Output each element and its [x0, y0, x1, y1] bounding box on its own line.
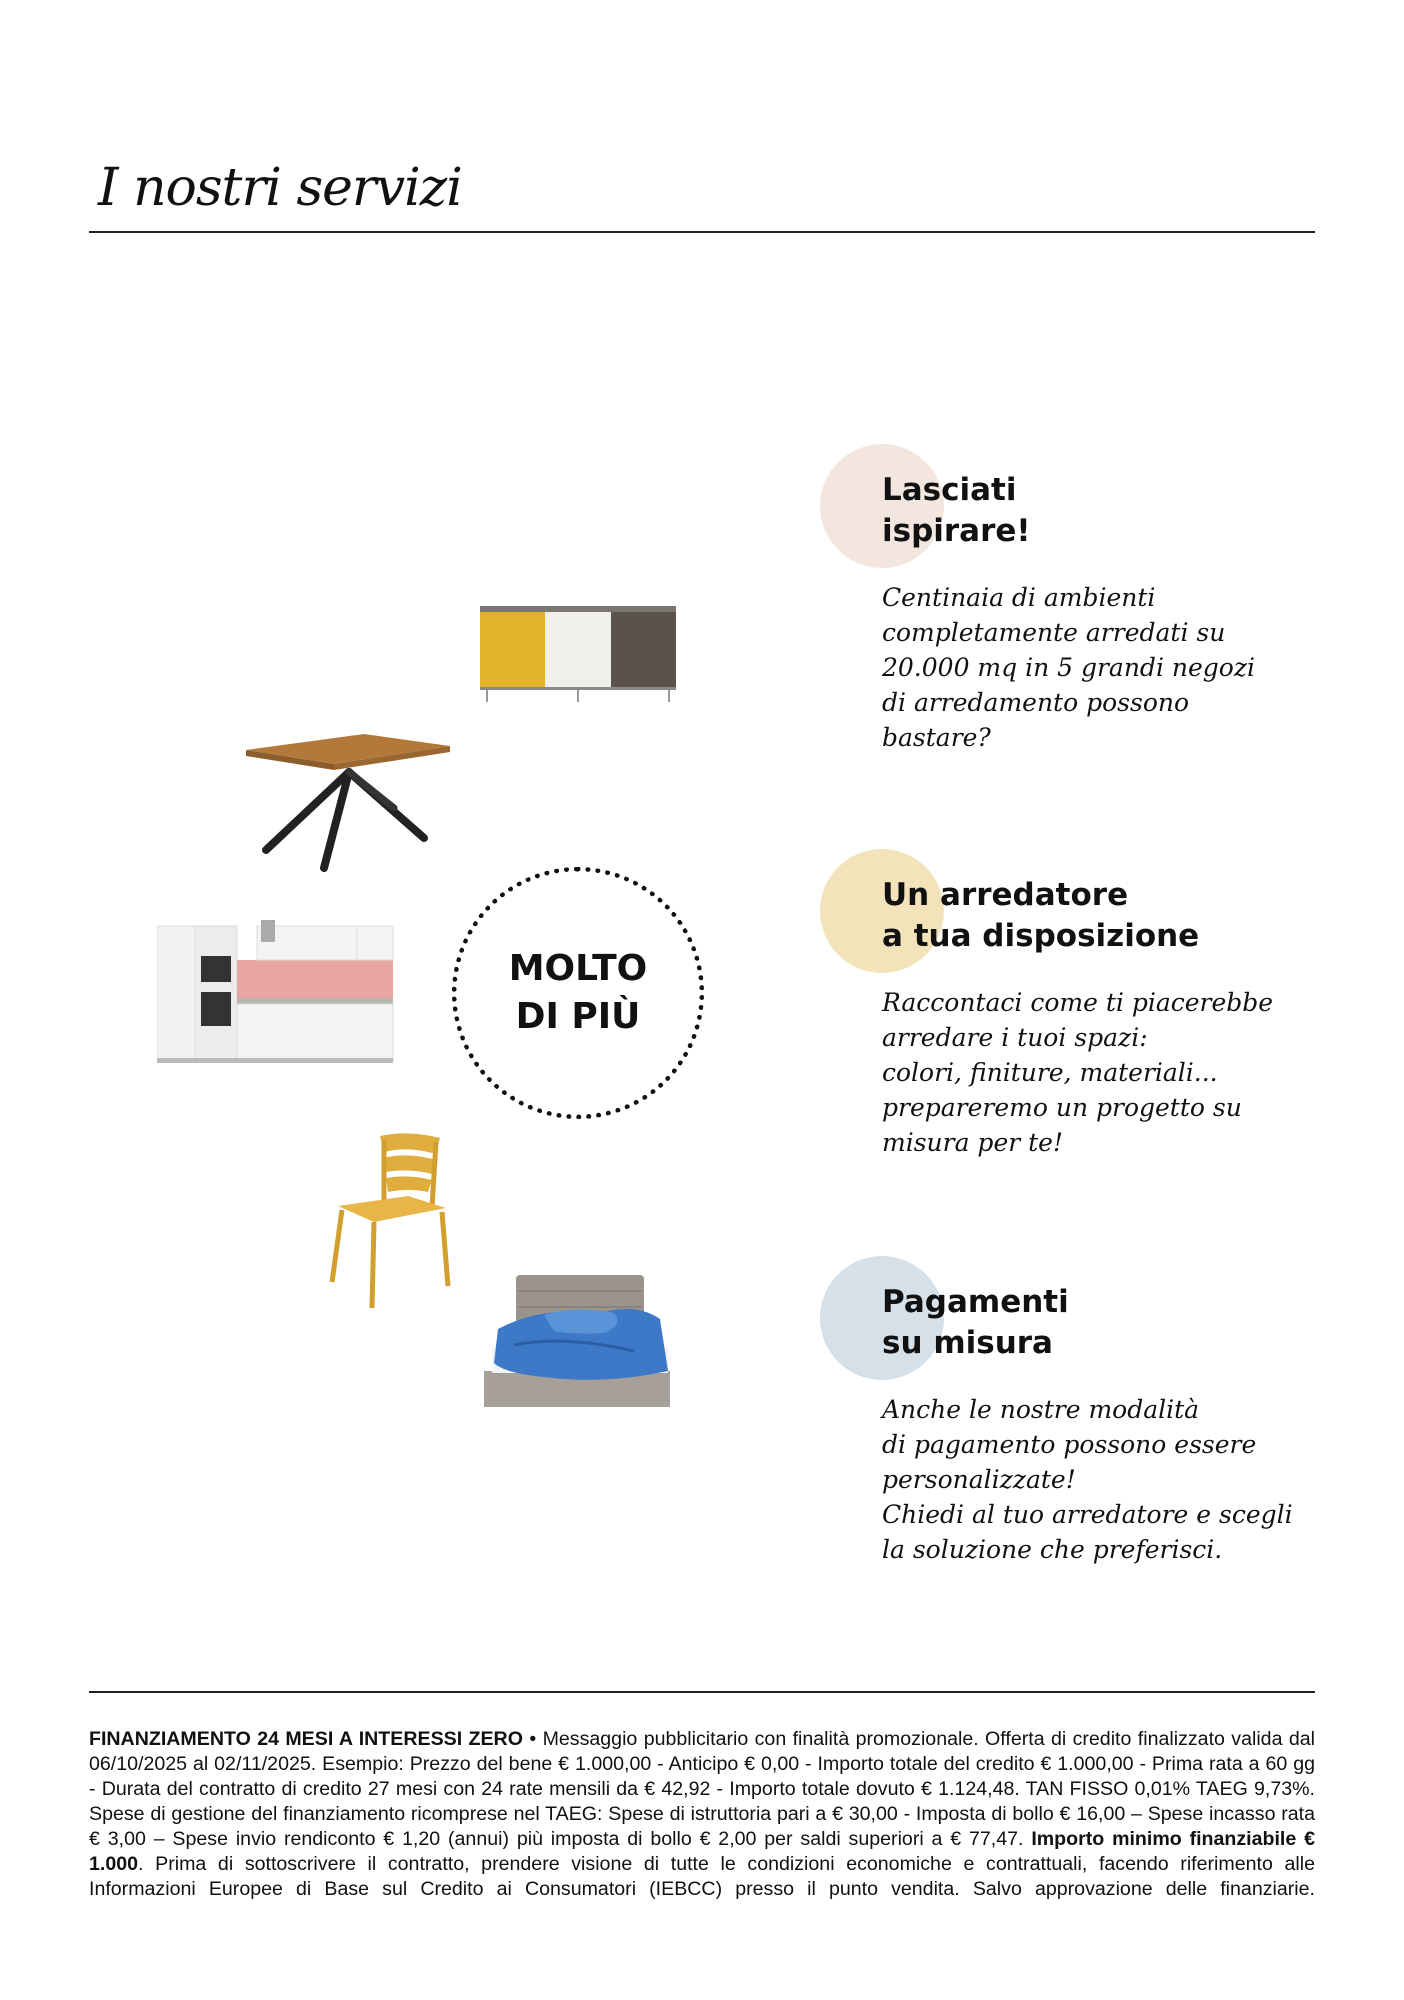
- service-title-line: su misura: [882, 1325, 1053, 1361]
- service-title-line: ispirare!: [882, 513, 1031, 549]
- service-description-line: arredare i tuoi spazi:: [882, 1023, 1148, 1052]
- service-description-line: di pagamento possono essere: [882, 1430, 1257, 1459]
- badge-line-1: MOLTO: [508, 948, 648, 989]
- service-description-line: Centinaia di ambienti: [882, 583, 1156, 612]
- financing-disclaimer: [89, 1727, 1315, 1902]
- service-title: [882, 1256, 1300, 1364]
- disclaimer-body-end: . Prima di sottoscrivere il contratto, prendere visione di tutte le condizioni economiche e contrattuali, facendo riferimento alle Informazioni Europee di Base sul Credito ai Consumatori (IEBCC) presso il punto vendita. Salvo approvazione delle finanziarie.: [89, 1853, 1315, 1900]
- service-lasciati-ispirare: [820, 444, 1300, 755]
- service-title-line: Un arredatore: [882, 877, 1129, 913]
- service-description-line: la soluzione che preferisci.: [882, 1535, 1223, 1564]
- page-title: I nostri servizi: [98, 158, 462, 218]
- badge-line-2: DI PIÙ: [515, 996, 641, 1037]
- chair-icon: [328, 1130, 452, 1312]
- service-title-line: Lasciati: [882, 472, 1017, 508]
- molto-di-piu-badge: [452, 867, 704, 1119]
- title-divider: [89, 231, 1315, 233]
- bed-icon: [484, 1275, 674, 1409]
- service-description-line: bastare?: [882, 723, 991, 752]
- service-description-line: misura per te!: [882, 1128, 1064, 1157]
- disclaimer-divider: [89, 1691, 1315, 1693]
- service-description-line: prepareremo un progetto su: [882, 1093, 1242, 1122]
- service-arredatore: [820, 849, 1300, 1160]
- sideboard-icon: [478, 604, 680, 704]
- disclaimer-heading: FINANZIAMENTO 24 MESI A INTERESSI ZERO: [89, 1728, 523, 1750]
- service-description-line: completamente arredati su: [882, 618, 1226, 647]
- service-description: [882, 580, 1300, 755]
- service-description-line: di arredamento possono: [882, 688, 1190, 717]
- service-description-line: colori, finiture, materiali...: [882, 1058, 1218, 1087]
- service-title-line: Pagamenti: [882, 1284, 1069, 1320]
- service-description-line: Anche le nostre modalità: [882, 1395, 1200, 1424]
- disclaimer-emphasis: Importo minimo finanziabile € 1.000: [89, 1828, 1315, 1875]
- disclaimer-body: • Messaggio pubblicitario con finalità promozionale. Offerta di credito finalizzato valida dal 06/10/2025 al 02/11/2025. Esempio: Prezzo del bene € 1.000,00 - Anticipo € 0,00 - Importo totale del credito € 1.000,00 - Prima rata a 60 gg - Durata del contratto di credito 27 mesi con 24 rate mensili da € 42,92 - Importo totale dovuto € 1.124,48. TAN FISSO 0,01% TAEG 9,73%. Spese di gestione del finanziamento ricomprese nel TAEG: Spese di istruttoria pari a € 30,00 - Imposta di bollo € 16,00 – Spese incasso rata € 3,00 – Spese invio rendiconto € 1,20 (annui) più imposta di bollo € 2,00 per saldi superiori a € 77,47.: [89, 1728, 1315, 1850]
- service-title-line: a tua disposizione: [882, 918, 1200, 954]
- service-description: [882, 985, 1300, 1160]
- service-description-line: Raccontaci come ti piacerebbe: [882, 988, 1274, 1017]
- table-icon: [244, 732, 454, 872]
- service-description-line: personalizzate!: [882, 1465, 1076, 1494]
- service-description-line: Chiedi al tuo arredatore e scegli: [882, 1500, 1293, 1529]
- service-title: [882, 444, 1300, 552]
- service-description-line: 20.000 mq in 5 grandi negozi: [882, 653, 1255, 682]
- service-pagamenti: [820, 1256, 1300, 1567]
- service-title: [882, 849, 1300, 957]
- kitchen-icon: [157, 920, 395, 1064]
- service-description: [882, 1392, 1300, 1567]
